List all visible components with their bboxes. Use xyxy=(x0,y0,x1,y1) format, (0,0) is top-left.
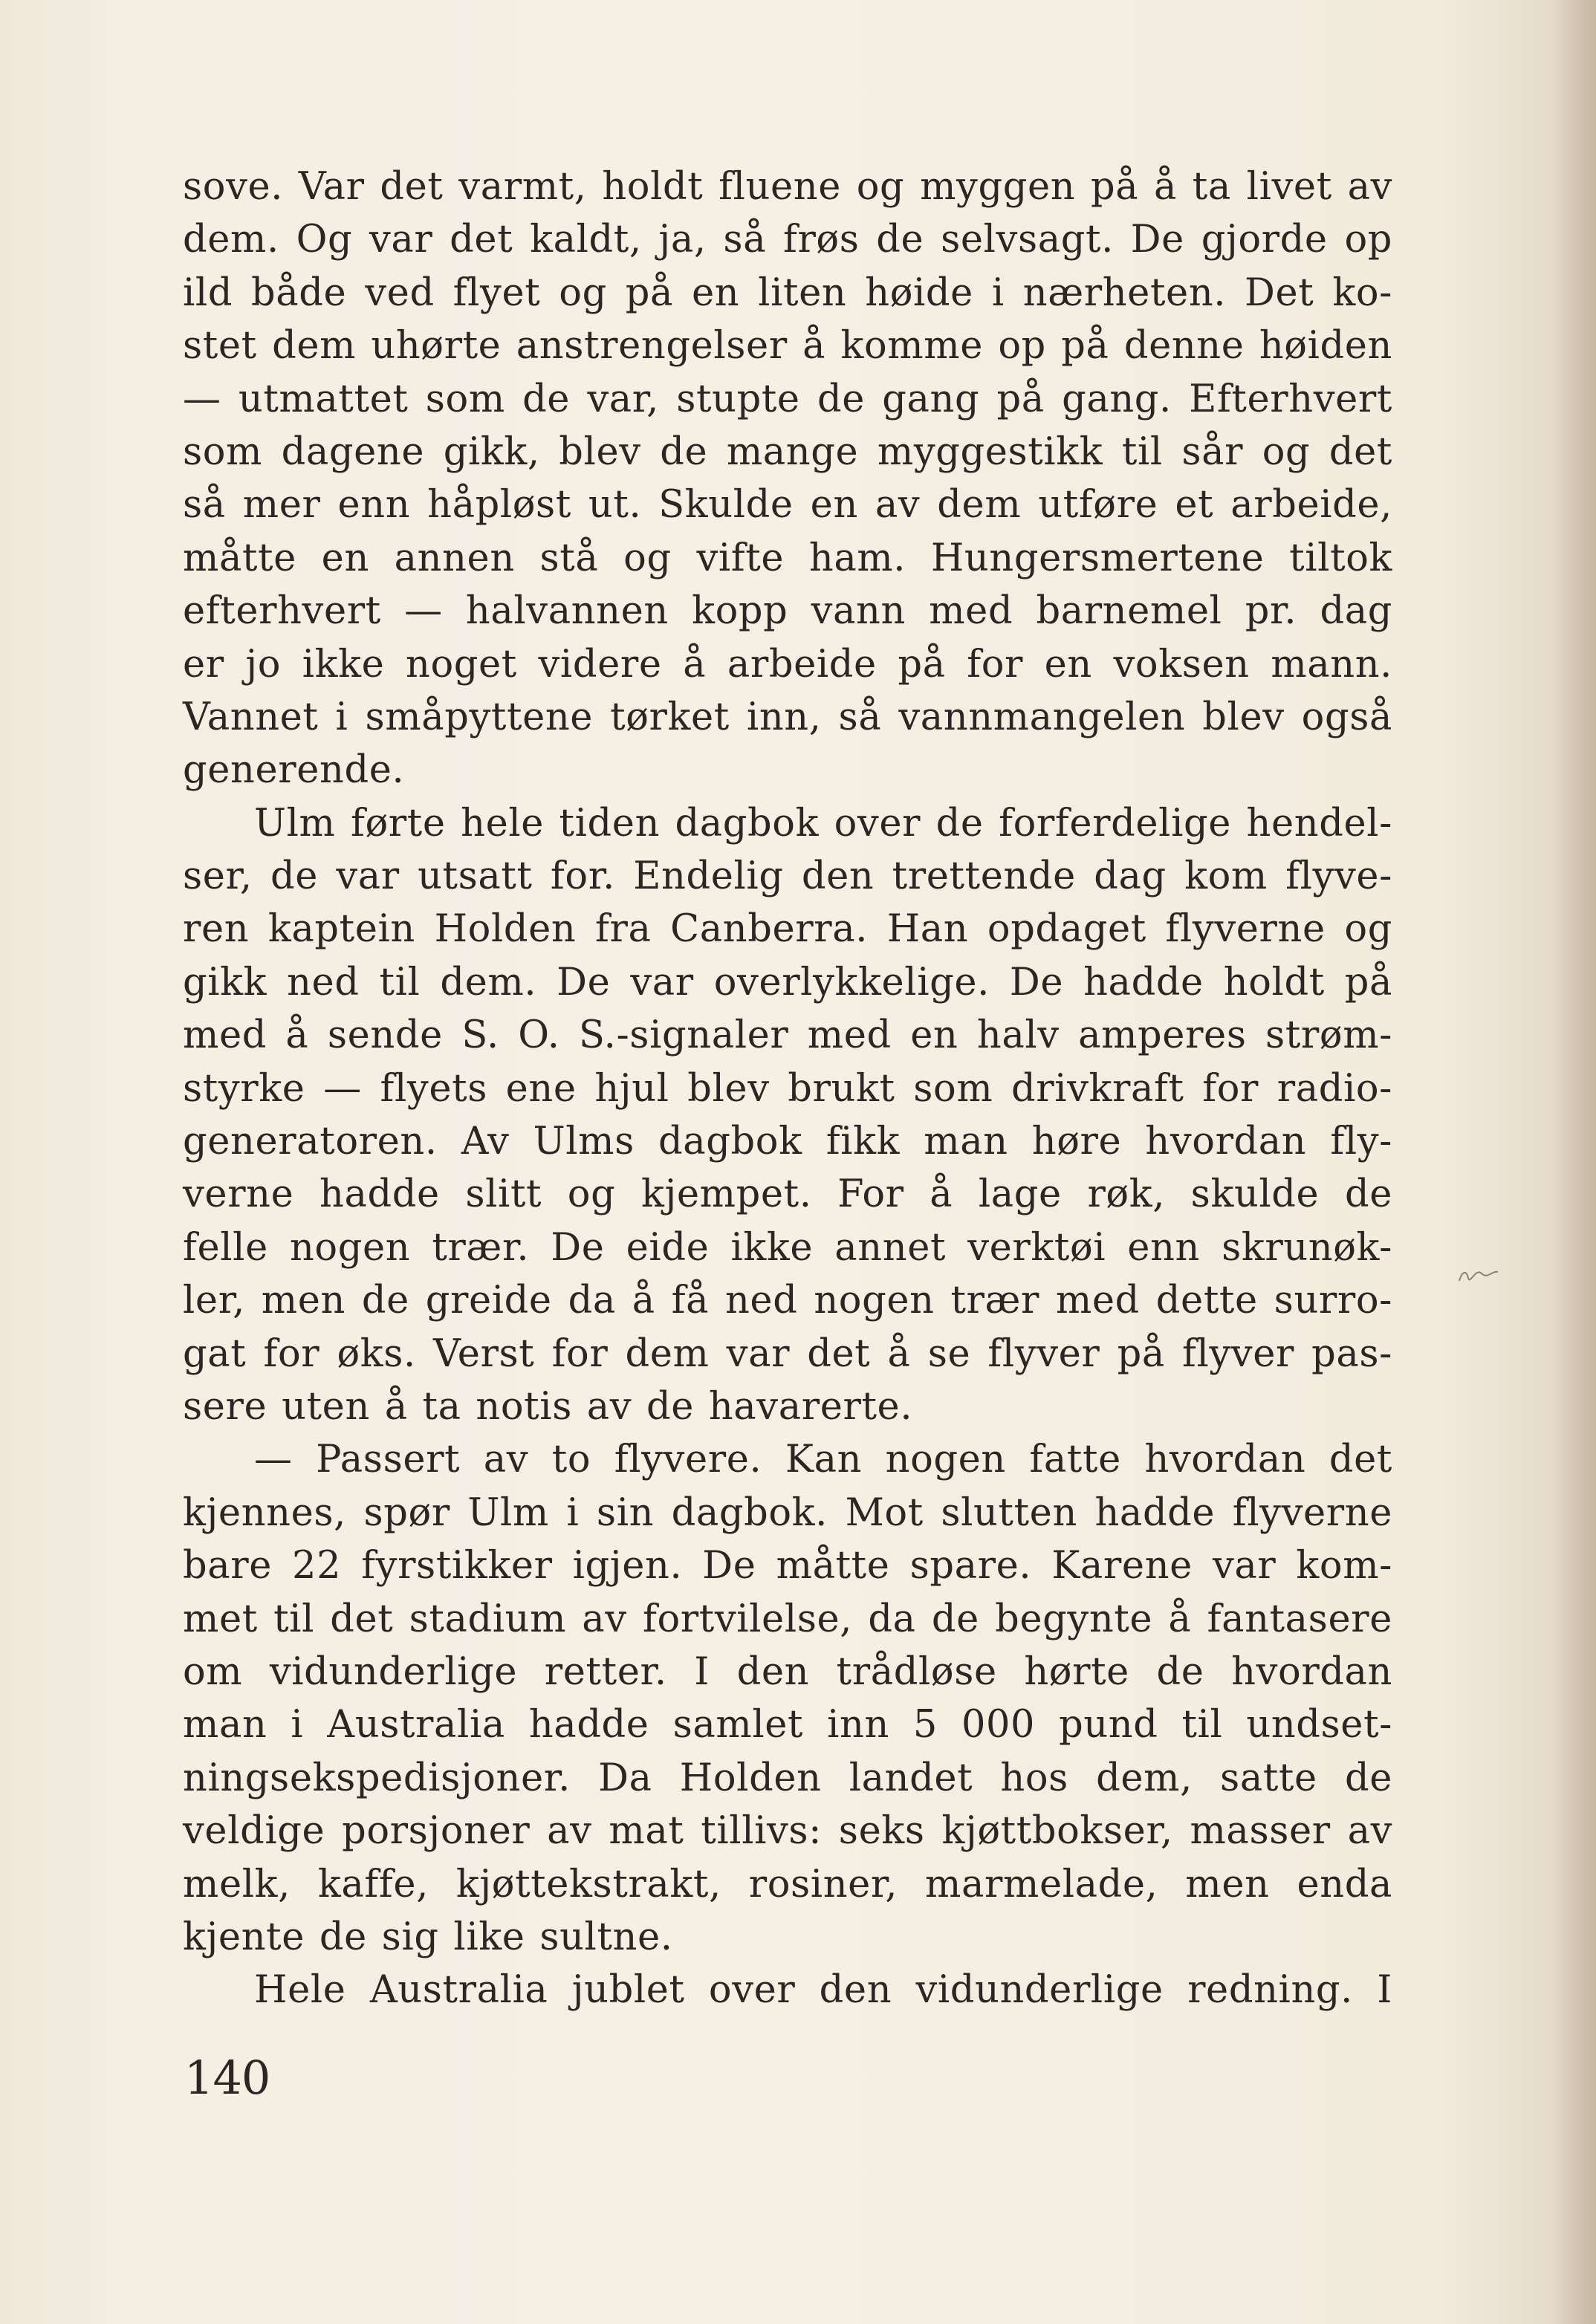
text-line: — Passert av to flyvere. Kan nogen fatte hvordan det xyxy=(254,1438,1392,1482)
text-line: kjente de sig like sultne. xyxy=(183,1915,673,1959)
text-line: — utmattet som de var, stupte de gang på gang. Efterhvert xyxy=(183,377,1392,421)
text-line: sove. Var det varmt, holdt fluene og myggen på å ta livet av xyxy=(183,165,1392,209)
text-line: ningsekspedisjoner. Da Holden landet hos dem, satte de xyxy=(183,1756,1392,1800)
paragraph-1 xyxy=(183,160,1392,797)
text-line: gat for øks. Verst for dem var det å se flyver på flyver pas- xyxy=(183,1331,1392,1376)
text-line: generatoren. Av Ulms dagbok fikk man høre hvordan fly- xyxy=(183,1120,1392,1164)
text-line: kjennes, spør Ulm i sin dagbok. Mot slutten hadde flyverne xyxy=(183,1490,1392,1535)
text-line: generende. xyxy=(183,748,405,793)
paragraph-4 xyxy=(183,1964,1392,2016)
paragraph-2 xyxy=(183,797,1392,1434)
text-line: sere uten å ta notis av de havarerte. xyxy=(183,1384,913,1429)
text-line: met til det stadium av fortvilelse, da de begynte å fantasere xyxy=(183,1597,1392,1641)
text-line: som dagene gikk, blev de mange myggestikk til sår og det xyxy=(183,429,1392,474)
text-line: bare 22 fyrstikker igjen. De måtte spare. Karene var kom- xyxy=(183,1544,1392,1588)
pencil-mark-icon xyxy=(1456,1263,1501,1285)
page-edge-shadow xyxy=(1551,0,1596,2324)
text-line: om vidunderlige retter. I den trådløse hørte de hvordan xyxy=(183,1649,1392,1694)
text-line: efterhvert — halvannen kopp vann med barnemel pr. dag xyxy=(183,589,1392,634)
text-line: stet dem uhørte anstrengelser å komme op på denne høiden xyxy=(183,324,1392,369)
text-line: veldige porsjoner av mat tillivs: seks kjøttbokser, masser av xyxy=(183,1809,1392,1854)
text-line: gikk ned til dem. De var overlykkelige. De hadde holdt på xyxy=(183,960,1392,1004)
text-line: dem. Og var det kaldt, ja, så frøs de selvsagt. De gjorde op xyxy=(183,218,1392,262)
text-line: med å sende S. O. S.-signaler med en halv amperes strøm- xyxy=(183,1013,1392,1058)
text-line: man i Australia hadde samlet inn 5 000 pund til undset- xyxy=(183,1703,1392,1747)
text-line: ild både ved flyet og på en liten høide i nærheten. Det ko- xyxy=(183,270,1392,315)
text-line: felle nogen trær. De eide ikke annet verktøi enn skrunøk- xyxy=(183,1225,1392,1270)
text-line: er jo ikke noget videre å arbeide på for en voksen mann. xyxy=(183,642,1392,687)
paragraph-3 xyxy=(183,1433,1392,1964)
text-line: melk, kaffe, kjøttekstrakt, rosiner, marmelade, men enda xyxy=(183,1862,1392,1906)
text-line: Hele Australia jublet over den vidunderlige redning. I xyxy=(254,1968,1392,2013)
text-line: så mer enn håpløst ut. Skulde en av dem utføre et arbeide, xyxy=(183,483,1392,528)
text-line: ren kaptein Holden fra Canberra. Han opdaget flyverne og xyxy=(183,907,1392,952)
text-line: styrke — flyets ene hjul blev brukt som drivkraft for radio- xyxy=(183,1066,1392,1111)
page-number: 140 xyxy=(184,2051,270,2105)
text-line: ser, de var utsatt for. Endelig den trettende dag kom flyve- xyxy=(183,854,1392,899)
text-line: Vannet i småpyttene tørket inn, så vannmangelen blev også xyxy=(183,695,1392,739)
text-line: verne hadde slitt og kjempet. For å lage røk, skulde de xyxy=(183,1172,1392,1217)
text-line: Ulm førte hele tiden dagbok over de forferdelige hendel- xyxy=(254,801,1392,845)
text-line: ler, men de greide da å få ned nogen trær med dette surro- xyxy=(183,1279,1392,1323)
text-line: måtte en annen stå og vifte ham. Hungersmertene tiltok xyxy=(183,536,1392,580)
body-text xyxy=(183,160,1392,2017)
